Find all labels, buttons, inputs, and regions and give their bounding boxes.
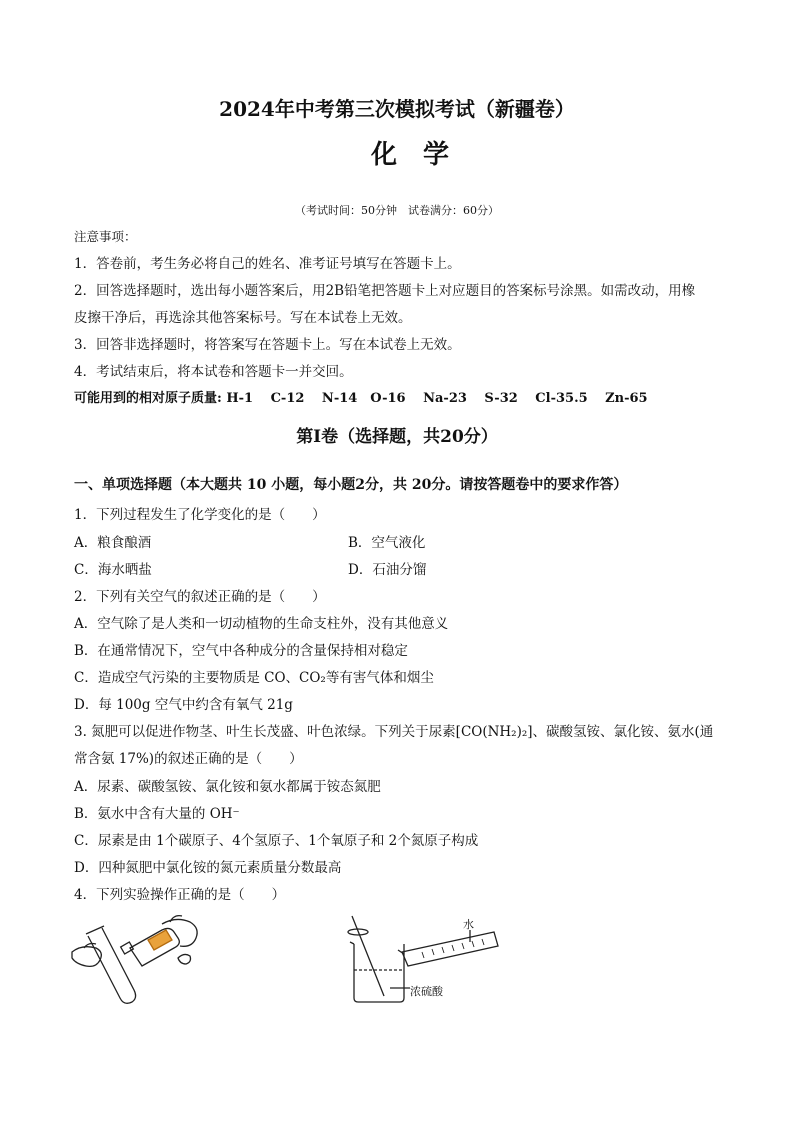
q1-option-b: B．空气液化 <box>348 535 426 551</box>
q4-figure-a-pouring <box>66 914 206 1006</box>
q2-option-b: B．在通常情况下，空气中各种成分的含量保持相对稳定 <box>74 643 408 659</box>
notice-heading: 注意事项： <box>74 229 137 244</box>
atomic-mass-line: 可能用到的相对原子质量: H-1 C-12 N-14 O-16 Na-23 S-32 Cl-35.5 Zn-65 <box>74 391 648 406</box>
q3-option-b: B．氨水中含有大量的 OH⁻ <box>74 806 240 822</box>
notice-item-4: 4．考试结束后，将本试卷和答题卡一并交回。 <box>74 364 353 380</box>
notice-item-1: 1．答卷前，考生务必将自己的姓名、准考证号填写在答题卡上。 <box>74 256 461 272</box>
q1-option-a: A．粮食酿酒 <box>74 535 152 551</box>
q2-option-c: C．造成空气污染的主要物质是 CO、CO₂等有害气体和烟尘 <box>74 670 434 686</box>
q2-option-d: D．每 100g 空气中约含有氧气 21g <box>74 697 293 713</box>
q1-option-c: C．海水晒盐 <box>74 562 152 578</box>
q4-label-acid: 浓硫酸 <box>410 985 443 998</box>
q1-stem: 1．下列过程发生了化学变化的是（ ） <box>74 507 326 523</box>
q4-label-water: 水 <box>463 918 474 931</box>
exam-title: 2024年中考第三次模拟考试（新疆卷） <box>219 97 575 121</box>
time-info: （考试时间：50分钟 试卷满分：60分） <box>295 204 499 217</box>
q3-stem-line1: 3. 氮肥可以促进作物茎、叶生长茂盛、叶色浓绿。下列关于尿素[CO(NH₂)₂]、碳酸氢铵、氯化铵、氨水(通 <box>74 724 714 740</box>
notice-item-3: 3．回答非选择题时，将答案写在答题卡上。写在本试卷上无效。 <box>74 337 461 353</box>
subject-title: 化学 <box>370 140 475 170</box>
section-title: 第Ⅰ卷（选择题，共20分） <box>296 427 498 447</box>
part-one-heading: 一、单项选择题（本大题共 10 小题，每小题2分，共 20分。请按答题卷中的要求作答） <box>74 477 628 493</box>
q2-option-a: A．空气除了是人类和一切动植物的生命支柱外，没有其他意义 <box>74 616 449 632</box>
notice-item-2: 2．回答选择题时，选出每小题答案后，用2B铅笔把答题卡上对应题目的答案标号涂黑。如需改动，用橡 <box>74 283 696 299</box>
q3-option-c: C．尿素是由 1个碳原子、4个氢原子、1个氧原子和 2个氮原子构成 <box>74 833 479 849</box>
notice-item-2-cont: 皮擦干净后，再选涂其他答案标号。写在本试卷上无效。 <box>74 310 412 326</box>
q4-stem: 4．下列实验操作正确的是（ ） <box>74 887 286 903</box>
q3-option-d: D．四种氮肥中氯化铵的氮元素质量分数最高 <box>74 860 342 876</box>
q2-stem: 2．下列有关空气的叙述正确的是（ ） <box>74 589 326 605</box>
q3-stem-line2: 常含氨 17%)的叙述正确的是（ ） <box>74 751 303 767</box>
q1-option-d: D．石油分馏 <box>348 562 427 578</box>
q3-option-a: A．尿素、碳酸氢铵、氯化铵和氨水都属于铵态氮肥 <box>74 779 381 795</box>
